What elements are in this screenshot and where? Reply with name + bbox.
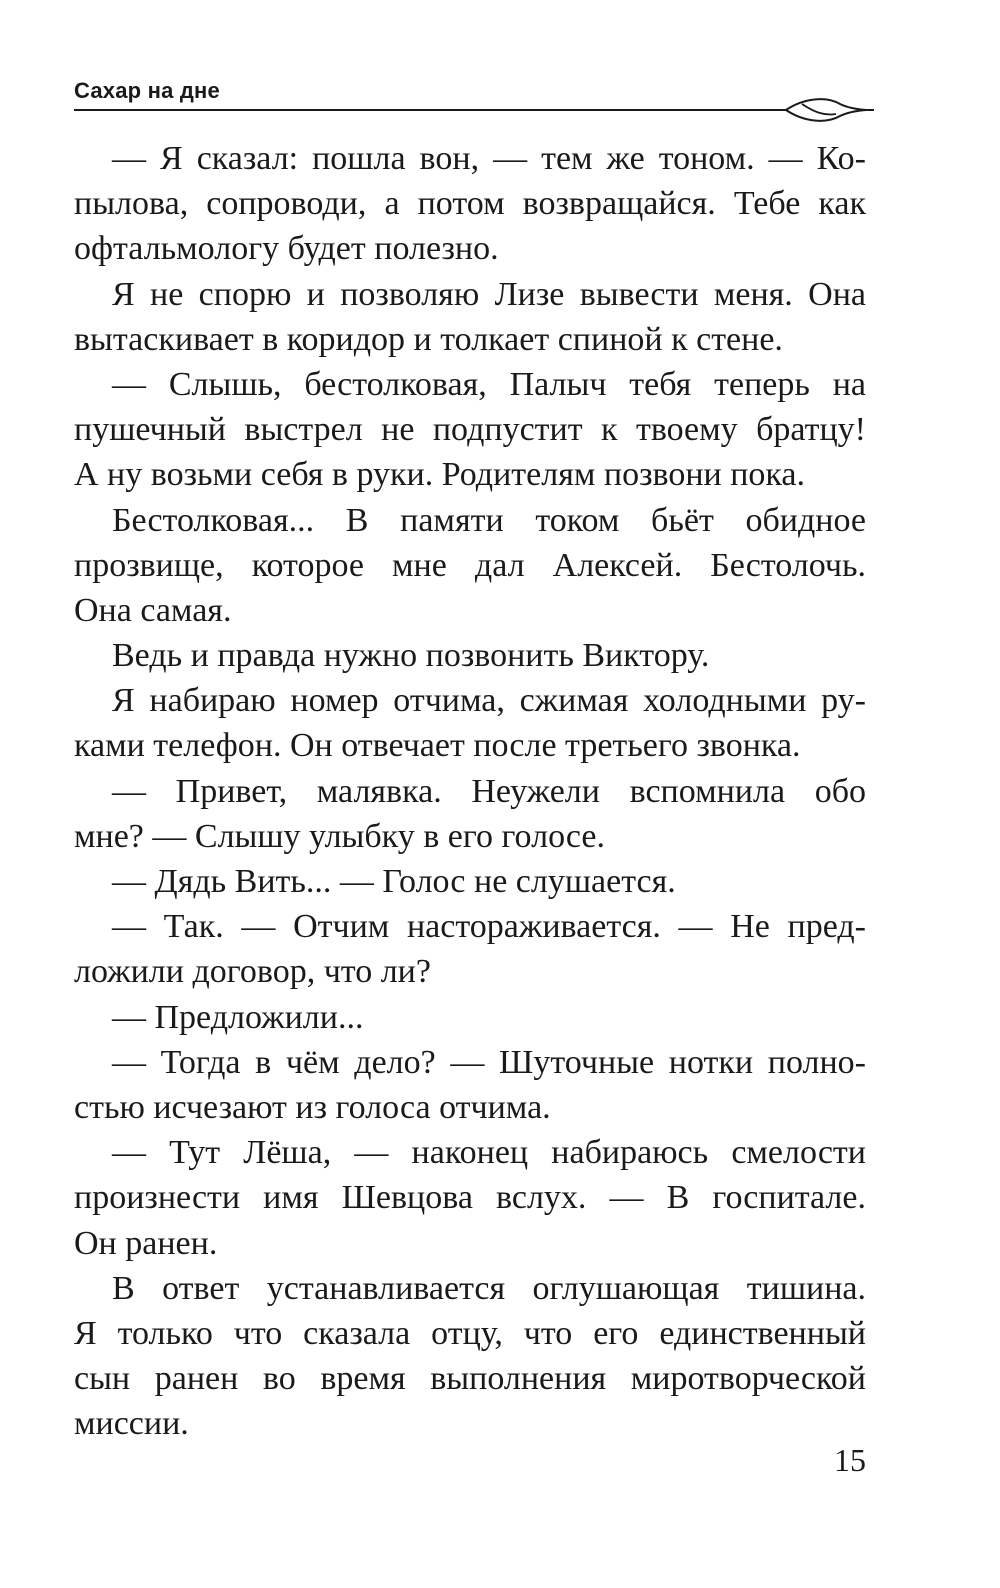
- text-line: Ведь и правда нужно позвонить Виктору.: [112, 637, 710, 675]
- text-line: офтальмологу будет полезно.: [74, 230, 499, 268]
- text-line: ложили договор, что ли?: [74, 953, 431, 991]
- text-line: вытаскивает в коридор и толкает спиной к стене.: [74, 320, 783, 358]
- text-line: Я набираю номер отчима, сжимая холодными ру-: [112, 682, 866, 720]
- text-line: — Я сказал: пошла вон, — тем же тоном. — Ко-: [112, 140, 866, 177]
- text-line: — Так. — Отчим настораживается. — Не пред-: [112, 908, 866, 946]
- text-line: Она самая.: [74, 591, 232, 629]
- text-line: прозвище, которое мне дал Алексей. Бестолочь.: [74, 546, 866, 584]
- text-line: стью исчезают из голоса отчима.: [74, 1088, 551, 1126]
- page-number: 15: [834, 1442, 866, 1478]
- text-line: — Тут Лёша, — наконец набираюсь смелости: [112, 1134, 866, 1172]
- text-line: произнести имя Шевцова вслух. — В госпитале.: [74, 1179, 866, 1217]
- header-rule-ornament: [74, 92, 874, 128]
- body-text: [74, 136, 866, 1446]
- text-line: Бестолковая... В памяти током бьёт обидное: [112, 501, 866, 539]
- text-line: — Привет, малявка. Неужели вспомнила обо: [112, 772, 866, 810]
- text-line: Я только что сказала отцу, что его единственный: [74, 1314, 866, 1352]
- text-line: ками телефон. Он отвечает после третьего звонка.: [74, 727, 801, 765]
- text-line: мне? — Слышу улыбку в его голосе.: [74, 817, 606, 855]
- text-line: Я не спорю и позволяю Лизе вывести меня. Она: [112, 275, 866, 313]
- text-line: миссии.: [74, 1405, 189, 1443]
- text-line: А ну возьми себя в руки. Родителям позвони пока.: [74, 456, 805, 494]
- text-line: пылова, сопроводи, а потом возвращайся. Тебе как: [74, 185, 866, 223]
- text-line: сын ранен во время выполнения миротворческой: [74, 1360, 866, 1398]
- text-line: — Слышь, бестолковая, Палыч тебя теперь на: [112, 365, 866, 403]
- text-line: — Дядь Вить... — Голос не слушается.: [112, 863, 676, 900]
- text-line: — Тогда в чём дело? — Шуточные нотки полно-: [112, 1043, 866, 1081]
- text-line: Он ранен.: [74, 1224, 218, 1262]
- text-line: — Предложили...: [112, 998, 364, 1036]
- running-title: Сахар на дне: [74, 78, 220, 103]
- text-line: пушечный выстрел не подпустит к твоему братцу!: [74, 411, 866, 449]
- text-line: В ответ устанавливается оглушающая тишина.: [112, 1269, 866, 1307]
